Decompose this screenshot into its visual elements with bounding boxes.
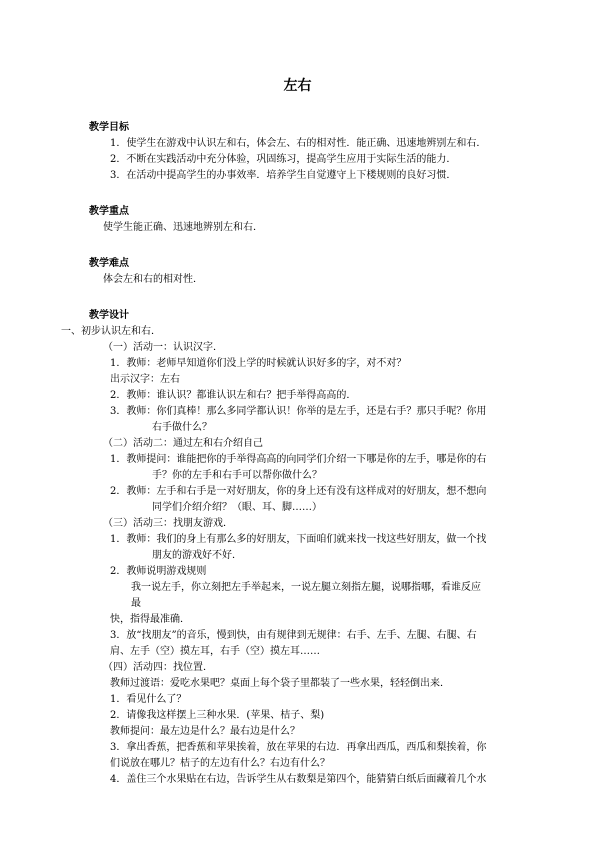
- section-heading-goals: 教学目标: [89, 122, 129, 133]
- design-line: 出示汉字：左右: [110, 374, 180, 385]
- design-line: 教师过渡语：爱吃水果吧？桌面上每个袋子里都装了一些水果，轻轻倒出来．: [110, 678, 450, 689]
- design-line: 3．拿出香蕉，把香蕉和苹果挨着，放在苹果的右边．再拿出西瓜，西瓜和梨挨着，你: [110, 742, 487, 753]
- design-line: 肩、左手（空）摸左耳，右手（空）摸左耳……: [110, 646, 320, 657]
- section-heading-design: 教学设计: [89, 310, 129, 321]
- key-text: 使学生能正确、迅速地辨别左和右．: [103, 222, 263, 233]
- design-line: 3．教师：你们真棒！那么多同学都认识！你举的是左手，还是右手？那只手呢？你用: [110, 406, 487, 417]
- design-line: 手？你的左手和右手可以帮你做什么？: [152, 470, 322, 481]
- design-line: 2．教师说明游戏规则: [110, 566, 207, 577]
- design-line: 朋友的游戏好不好．: [152, 550, 242, 561]
- design-line: 2．教师：左手和右手是一对好朋友，你的身上还有没有这样成对的好朋友，想不想向: [110, 486, 487, 497]
- design-line: 2．教师：谁认识？都谁认识左和右？把手举得高高的．: [110, 390, 357, 401]
- page-title: 左右: [283, 78, 312, 94]
- design-line: 右手做什么？: [152, 422, 212, 433]
- design-line: 3．放“找朋友”的音乐，慢到快，由有规律到无规律：右手、左手、左腿、右腿、右: [110, 630, 477, 641]
- design-line: 1．教师提问：谁能把你的手举得高高的向同学们介绍一下哪是你的左手，哪是你的右: [110, 454, 487, 465]
- design-line: 最: [131, 598, 141, 609]
- design-line: 同学们介绍介绍？（眼、耳、脚……）: [152, 502, 322, 513]
- design-line: 2．请像我这样摆上三种水果．(苹果、桔子、梨): [110, 710, 325, 721]
- section-heading-key: 教学重点: [89, 206, 129, 217]
- document-body: [61, 120, 509, 788]
- design-line: 1．看见什么了？: [110, 694, 187, 705]
- design-line: 们说放在哪儿？桔子的左边有什么？右边有什么？: [110, 758, 330, 769]
- difficulty-text: 体会左和右的相对性．: [103, 274, 203, 285]
- design-line: 1．教师：我们的身上有那么多的好朋友，下面咱们就来找一找这些好朋友，做一个找: [110, 534, 487, 545]
- design-line: 4．盖住三个水果贴在右边，告诉学生从右数梨是第四个，能猜猜白纸后面藏着几个水: [110, 774, 487, 785]
- goal-item: 1．使学生在游戏中认识左和右，体会左、右的相对性．能正确、迅速地辨别左和右．: [110, 138, 487, 149]
- design-line: 我一说左手，你立刻把左手举起来，一说左腿立刻指左腿，说哪指哪，看谁反应: [131, 582, 481, 593]
- design-line: （一）活动一：认识汉字．: [103, 342, 223, 353]
- design-line: 1．教师：老师早知道你们没上学的时候就认识好多的字，对不对？: [110, 358, 407, 369]
- design-line: （二）活动二：通过左和右介绍自己: [103, 438, 263, 449]
- design-line: 快，指得最准确．: [110, 614, 190, 625]
- section-heading-difficulty: 教学难点: [89, 258, 129, 269]
- design-line: 教师提问：最左边是什么？最右边是什么？: [110, 726, 300, 737]
- design-line: （四）活动四：找位置．: [103, 662, 213, 673]
- design-line: 一、初步认识左和右．: [61, 326, 161, 337]
- goal-item: 2．不断在实践活动中充分体验，巩固练习，提高学生应用于实际生活的能力．: [110, 154, 457, 165]
- goal-item: 3．在活动中提高学生的办事效率．培养学生自觉遵守上下楼规则的良好习惯．: [110, 170, 457, 181]
- design-line: （三）活动三：找朋友游戏．: [103, 518, 233, 529]
